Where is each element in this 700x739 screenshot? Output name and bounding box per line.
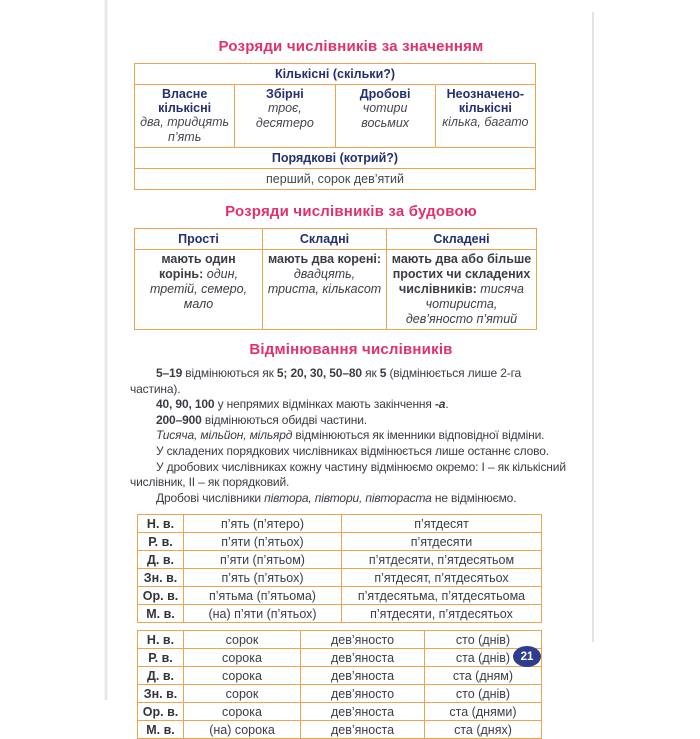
rule-paragraph: 5–19 відмінюються як 5; 20, 30, 50–80 як 5 (відмінюється лише 2-га частина). xyxy=(130,366,522,396)
declension-rules-text xyxy=(130,366,570,506)
scan-page-edge-left xyxy=(104,0,108,700)
case-label: Р. в. xyxy=(138,649,184,667)
table-row xyxy=(138,703,542,721)
case-label: Зн. в. xyxy=(138,685,184,703)
cell-five: п’яти (п’ятьох) xyxy=(184,533,342,551)
page-number-badge: 21 xyxy=(513,646,541,667)
cell-forty: сорока xyxy=(184,667,301,685)
rule-paragraph: Тисяча, мільйон, мільярд відмінюються як іменники відповідної відміни. xyxy=(156,428,545,443)
cell-hundred: ста (днями) xyxy=(425,703,542,721)
cell-ninety: дев’яноста xyxy=(301,667,425,685)
cell-hundred: ста (дням) xyxy=(425,667,542,685)
table-row xyxy=(138,605,542,623)
cell-five: п’ятьма (п’ятьома) xyxy=(184,587,342,605)
header-compound: Складні xyxy=(263,229,387,250)
table-row xyxy=(138,569,542,587)
cell-indefinite-quantitative xyxy=(435,85,535,148)
table-row xyxy=(138,631,542,649)
cell-proper-quantitative xyxy=(135,85,235,148)
cell-hundred: ста (днів) xyxy=(425,649,542,667)
column-examples: кілька, багато xyxy=(442,115,529,129)
cell-hundred: сто (днів) xyxy=(425,631,542,649)
table-row xyxy=(138,515,542,533)
rule-paragraph: 40, 90, 100 у непрямих відмінках мають закінчення -а. xyxy=(156,397,449,412)
cell-five: п’яти (п’ятьом) xyxy=(184,551,342,569)
rule-paragraph: 200–900 відмінюються обидві частини. xyxy=(156,412,367,427)
cell-fifty: п’ятдесяти, п’ятдесятьох xyxy=(342,605,542,623)
cell-fifty: п’ятдесяти xyxy=(342,533,542,551)
cell-ninety: дев’яноста xyxy=(301,721,425,739)
table-row xyxy=(138,649,542,667)
column-label: Дробові xyxy=(359,87,411,101)
case-label: Р. в. xyxy=(138,533,184,551)
table-row xyxy=(138,551,542,569)
section-title-declension: Відмінювання числівників xyxy=(249,341,453,358)
table-row xyxy=(138,721,542,739)
column-label: Неозначено-кількісні xyxy=(446,87,525,115)
column-examples: троє, десятеро xyxy=(255,101,314,130)
cell-fifty: п’ятдесят, п’ятдесятьох xyxy=(342,569,542,587)
case-label: Н. в. xyxy=(138,631,184,649)
cell-simple-definition: мають один корінь: один, третій, семеро, мало xyxy=(135,250,263,330)
table-numerals-by-meaning xyxy=(134,63,536,190)
cell-fifty: п’ятдесяти, п’ятдесятьом xyxy=(342,551,542,569)
cell-compound-definition: мають два корені: двадцять, триста, кількасот xyxy=(263,250,387,330)
table-row xyxy=(138,533,542,551)
ordinal-examples: перший, сорок дев’ятий xyxy=(135,169,536,190)
cell-fifty: п’ятдесятьма, п’ятдесятьома xyxy=(342,587,542,605)
cell-forty: сорок xyxy=(184,685,301,703)
cell-forty: сорока xyxy=(184,649,301,667)
page-content xyxy=(130,38,572,739)
cell-ninety: дев’яносто xyxy=(301,631,425,649)
case-label: М. в. xyxy=(138,605,184,623)
case-label: Ор. в. xyxy=(138,703,184,721)
table-row xyxy=(135,85,536,148)
table-header-row xyxy=(135,229,537,250)
case-label: М. в. xyxy=(138,721,184,739)
cell-ninety: дев’яноста xyxy=(301,649,425,667)
cell-collective xyxy=(235,85,335,148)
column-examples: два, тридцять п’ять xyxy=(140,115,230,144)
header-simple: Прості xyxy=(135,229,263,250)
cell-composite-definition: мають два або більше простих чи складених числівників: тисяча чотириста, дев’яносто п’ятий xyxy=(387,250,537,330)
cell-hundred: сто (днів) xyxy=(425,685,542,703)
rule-paragraph: Дробові числівники півтора, півтори, півтораста не відмінюємо. xyxy=(156,490,517,505)
declension-table-forty-ninety-hundred xyxy=(137,630,542,739)
section-title-meaning: Розряди числівників за значенням xyxy=(218,38,484,55)
cell-ninety: дев’яносто xyxy=(301,685,425,703)
table-row xyxy=(135,250,537,330)
table-row xyxy=(138,667,542,685)
section-title-structure: Розряди числівників за будовою xyxy=(225,203,477,220)
cell-forty: сорока xyxy=(184,703,301,721)
column-label: Збірні xyxy=(266,87,304,101)
case-label: Ор. в. xyxy=(138,587,184,605)
column-label: Власне кількісні xyxy=(158,87,212,115)
rule-paragraph: У дробових числівниках кожну частину відмінюємо окремо: І – як кількісний числівник, ІІ – як порядковий. xyxy=(130,459,566,490)
table-row xyxy=(138,587,542,605)
scan-page-edge-right xyxy=(592,12,594,642)
cell-forty: (на) сорока xyxy=(184,721,301,739)
cell-forty: сорок xyxy=(184,631,301,649)
table-numerals-by-structure xyxy=(134,228,537,330)
declension-table-five-fifty xyxy=(137,514,542,623)
header-composite: Складені xyxy=(387,229,537,250)
cell-five: (на) п’яти (п’ятьох) xyxy=(184,605,342,623)
cell-fractional xyxy=(335,85,435,148)
cell-ninety: дев’яноста xyxy=(301,703,425,721)
cell-hundred: ста (днях) xyxy=(425,721,542,739)
rule-paragraph: У складених порядкових числівниках відмінюється лише останнє слово. xyxy=(156,443,549,458)
table-header-quantitative: Кількісні (скільки?) xyxy=(135,64,536,85)
table-row xyxy=(138,685,542,703)
case-label: Д. в. xyxy=(138,551,184,569)
case-label: Зн. в. xyxy=(138,569,184,587)
cell-five: п’ять (п’ятеро) xyxy=(184,515,342,533)
case-label: Н. в. xyxy=(138,515,184,533)
column-examples: чотири восьмих xyxy=(361,101,410,130)
table-header-ordinal: Порядкові (котрий?) xyxy=(135,148,536,169)
cell-fifty: п’ятдесят xyxy=(342,515,542,533)
cell-five: п’ять (п’ятьох) xyxy=(184,569,342,587)
case-label: Д. в. xyxy=(138,667,184,685)
